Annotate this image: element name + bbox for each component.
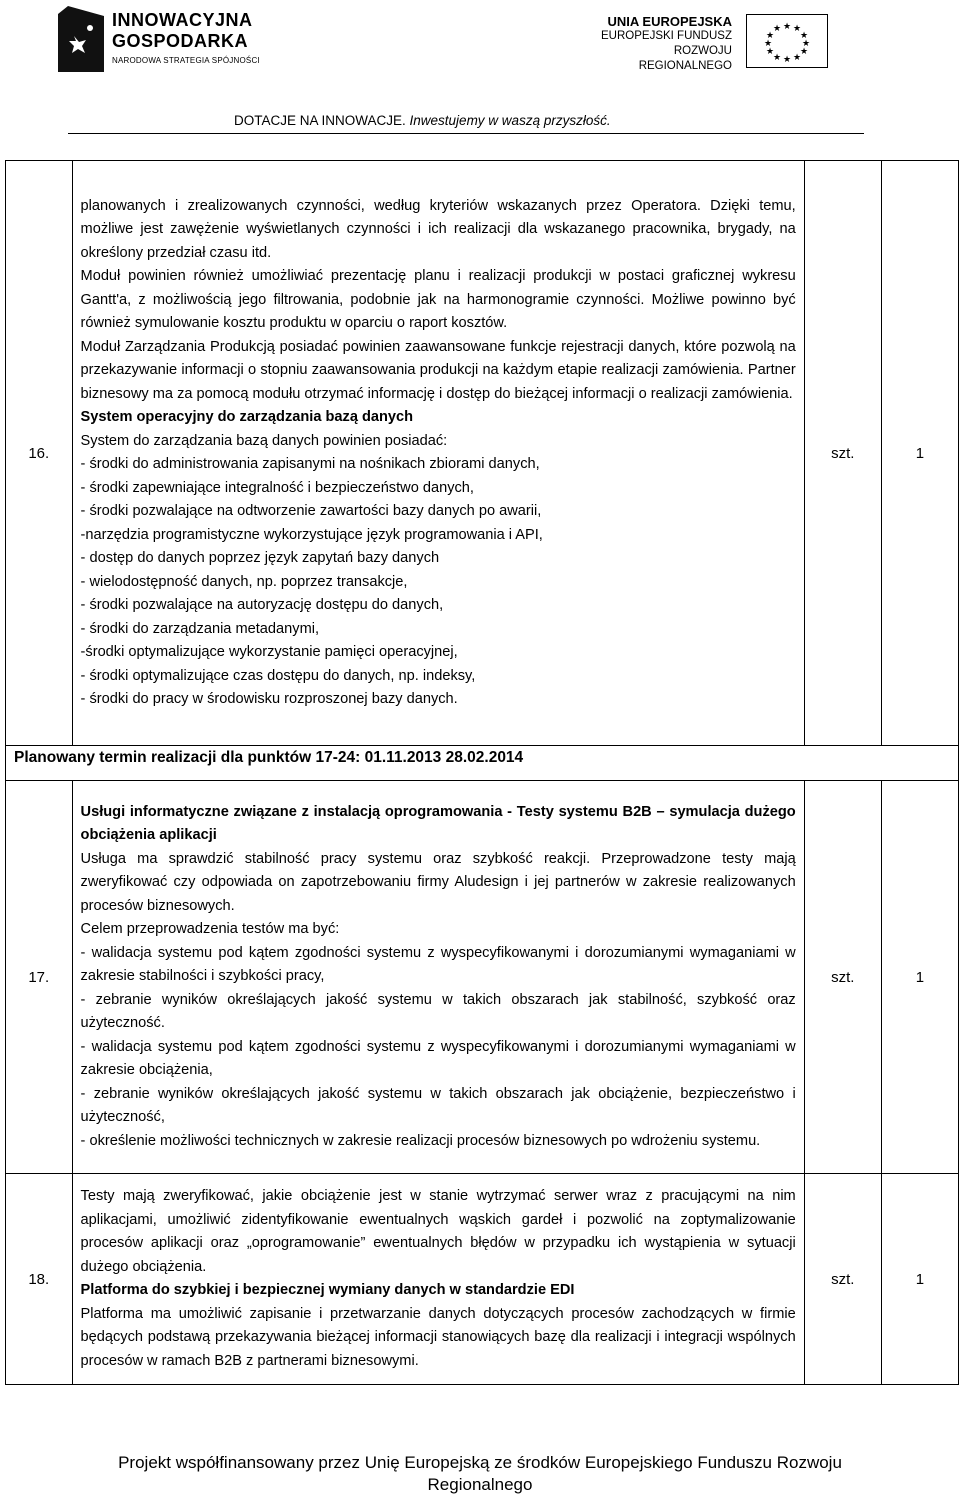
list-item: - środki do pracy w środowisku rozproszonej bazy danych. [80,691,458,707]
list-item: - dostęp do danych poprzez język zapytań bazy danych [80,550,440,566]
svg-text:★: ★ [800,31,809,41]
row-title: Platforma do szybkiej i bezpiecznej wymiany danych w standardzie EDI [80,1282,575,1298]
row-quantity: 1 [881,781,958,1174]
ig-emblem-icon [58,6,104,72]
tagline-italic: Inwestujemy w waszą przyszłość. [409,113,611,128]
row-number: 17. [6,781,73,1174]
ig-logo-line2: GOSPODARKA [112,31,249,51]
list-item: -środki optymalizujące wykorzystanie pamięci operacyjnej, [80,644,458,660]
eu-logo-line3: ROZWOJU REGIONALNEGO [638,45,732,72]
header-divider [68,133,864,134]
paragraph: Platforma ma umożliwić zapisanie i przetwarzanie danych dotyczących procesów zachodzących w firmie będących podstawą przekazywania bieżącej informacji stanowiących bazę dla realizacji i integracji wspólnych procesów w ramach B2B z partnerami biznesowymi. [80,1305,796,1369]
svg-text:★: ★ [766,31,775,41]
section-intro: System do zarządzania bazą danych powinien posiadać: [80,432,448,449]
spec-table-part2 [5,780,959,1385]
table-row [6,781,959,1174]
tagline-prefix: DOTACJE NA INNOWACJE. [234,113,406,128]
row-quantity: 1 [881,161,958,746]
row-number: 16. [6,161,73,746]
paragraph: Celem przeprowadzenia testów ma być: [80,921,340,938]
list-item: - wielodostępność danych, np. poprzez transakcje, [80,573,408,590]
list-item: - środki optymalizujące czas dostępu do danych, np. indeksy, [80,667,476,684]
paragraph: Testy mają zweryfikować, jakie obciążenie jest w stanie wytrzymać serwer wraz z pracującymi na nim aplikacjami, umożliwić zidentyfikowanie ewentualnych wąskich gardeł i pozwolić na zoptymalizowanie procesów aplikacji oraz „oprogramowanie” ewentualnych błędów w przypadku ich wystąpienia w sytuacji dużego obciążenia. [80,1188,796,1275]
svg-text:★: ★ [783,22,792,32]
paragraph: Moduł powinien również umożliwiać prezentację planu i realizacji produkcji w postaci graficznej wykresu Gantt'a, z możliwością jego filtrowania, podobnie jak na harmonogramie czynności. Możliwe powinno być również symulowanie kosztu produktu w oparciu o raport kosztów. [80,268,796,331]
svg-text:★: ★ [793,53,802,63]
eu-logo [586,14,836,74]
section-title: System operacyjny do zarządzania bazą danych [80,409,414,425]
list-item: - środki pozwalające na autoryzację dostępu do danych, [80,597,444,613]
page-footer [0,1452,960,1496]
paragraph: Usługa ma sprawdzić stabilność pracy systemu oraz szybkość reakcji. Przeprowadzone testy mają zweryfikować czy odpowiada on zapotrzebowaniu firmy Aludesign i jej partnerów w zakresie realizowanych procesów biznesowych. [80,850,796,914]
table-row [6,161,959,746]
list-item: - zebranie wyników określających jakość systemu w takich obszarach jak obciążenie, bezpieczeństwo i użyteczność, [80,1085,796,1126]
list-item: - walidacja systemu pod kątem zgodności systemu z wyspecyfikowanymi i dorozumianymi wymaganiami w zakresie stabilności i szybkości pracy, [80,944,796,985]
svg-text:★: ★ [783,55,792,65]
list-item: -narzędzia programistyczne wykorzystujące język programowania i API, [80,526,543,543]
list-item: - zebranie wyników określających jakość systemu w takich obszarach jak stabilność, szybkość oraz użyteczność. [80,991,796,1032]
tagline [234,113,611,128]
eu-logo-text [586,14,732,74]
list-item: - walidacja systemu pod kątem zgodności systemu z wyspecyfikowanymi i dorozumianymi wymaganiami w zakresie obciążenia, [80,1038,796,1079]
table-row [6,1174,959,1385]
paragraph: planowanych i zrealizowanych czynności, według kryteriów wskazanych przez Operatora. Dzięki temu, możliwe jest zawężenie wyświetlanych czynności i ich realizacji dla wskazanego pracownika, brygady, na określony przedział czasu itd. [80,197,796,261]
list-item: - określenie możliwości technicznych w zakresie realizacji procesów biznesowych po wdrożeniu systemu. [80,1132,761,1149]
ig-logo-line3: NARODOWA STRATEGIA SPÓJNOŚCI [112,56,260,65]
row-quantity: 1 [881,1174,958,1385]
list-item: - środki zapewniające integralność i bezpieczeństwo danych, [80,479,474,496]
innowacyjna-gospodarka-logo [58,6,288,74]
milestone-banner [5,744,959,780]
paragraph: Moduł Zarządzania Produkcją posiadać powinien zaawansowane funkcje rejestracji danych, które pozwolą na przekazywanie informacji o stopniu zaawansowania produkcji na każdym etapie realizacji zamówienia. Partner biznesowy ma za pomocą modułu otrzymać informację i dostęp do bieżącej informacji o realizacji zamówienia. [80,338,796,402]
list-item: - środki do zarządzania metadanymi, [80,620,320,637]
svg-text:★: ★ [793,24,802,34]
svg-text:★: ★ [766,47,775,57]
row-description [72,781,804,1174]
svg-text:★: ★ [802,39,811,49]
row-description [72,1174,804,1385]
row-unit: szt. [804,161,881,746]
svg-text:★: ★ [764,39,773,49]
list-item: - środki do administrowania zapisanymi na nośnikach zbiorami danych, [80,456,540,472]
footer-line1: Projekt współfinansowany przez Unię Europejską ze środków Europejskiego Funduszu Rozwoju [118,1453,842,1472]
eu-stars-icon [747,15,827,67]
eu-flag-icon [746,14,828,68]
svg-text:★: ★ [773,53,782,63]
row-unit: szt. [804,1174,881,1385]
row-title: Usługi informatyczne związane z instalacją oprogramowania - Testy systemu B2B – symulacja dużego obciążenia aplikacji [80,803,796,844]
spec-table-part1 [5,160,959,746]
milestone-text: Planowany termin realizacji dla punktów 17-24: 01.11.2013 28.02.2014 [14,749,524,766]
eu-logo-line1: UNIA EUROPEJSKA [607,14,732,29]
ig-logo-line1: INNOWACYJNA [112,10,253,30]
row-description [72,161,804,746]
row-unit: szt. [804,781,881,1174]
footer-line2: Regionalnego [427,1475,533,1494]
row-number: 18. [6,1174,73,1385]
list-item: - środki pozwalające na odtworzenie zawartości bazy danych po awarii, [80,503,542,519]
eu-logo-line2: EUROPEJSKI FUNDUSZ [601,30,732,42]
svg-text:★: ★ [800,47,809,57]
svg-text:★: ★ [773,24,782,34]
